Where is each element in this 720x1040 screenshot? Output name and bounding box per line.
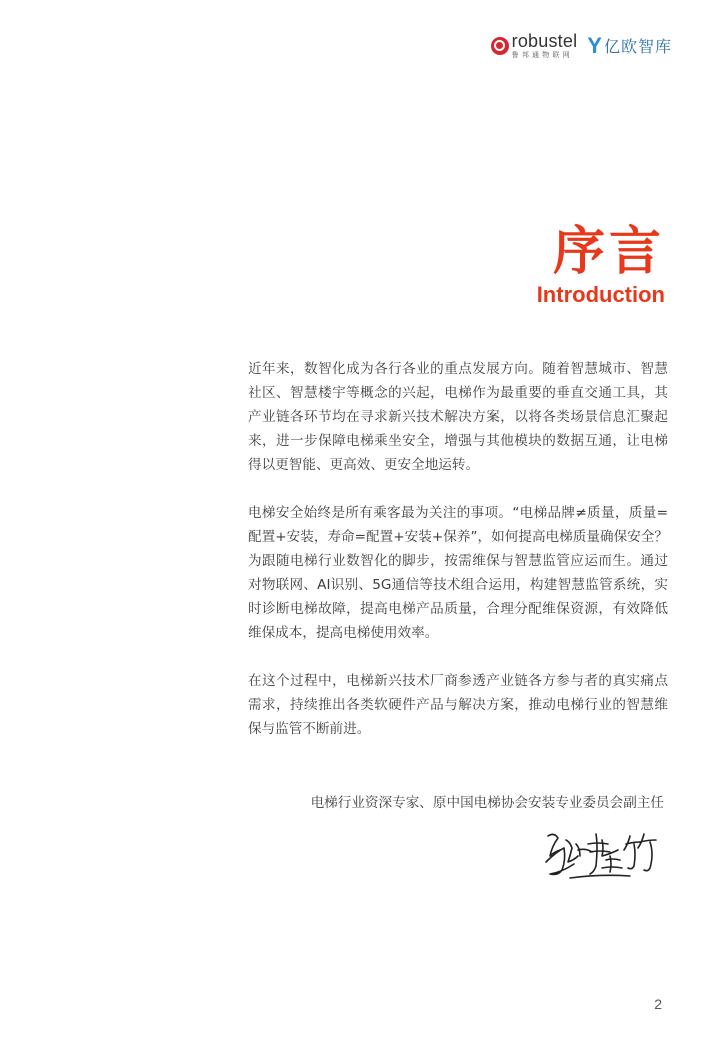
header-logos	[491, 32, 672, 59]
author-title: 电梯行业资深专家、原中国电梯协会安装专业委员会副主任	[310, 795, 664, 811]
paragraph: 在这个过程中，电梯新兴技术厂商参透产业链各方参与者的真实痛点需求，持续推出各类软硬件产品与解决方案，推动电梯行业的智慧维保与监管不断前进。	[248, 673, 668, 737]
robustel-logo	[491, 32, 578, 59]
robustel-subtitle: 鲁邦通物联网	[511, 51, 573, 59]
intro-body	[248, 357, 668, 765]
page-number: 2	[654, 996, 662, 1012]
page-title: 序言	[552, 222, 665, 282]
yiou-logo	[587, 34, 672, 57]
robustel-name: robustel	[511, 31, 578, 51]
page-subtitle: Introduction	[536, 282, 665, 308]
robustel-mark-icon	[491, 37, 509, 55]
paragraph: 电梯安全始终是所有乘客最为关注的事项。“电梯品牌≠质量，质量=配置+安装，寿命=配置+安装+保养”，如何提高电梯质量确保安全？为跟随电梯行业数智化的脚步，按需维保与智慧监管应运而生。通过对物联网、AI识别、5G通信等技术组合运用，构建智慧监管系统，实时诊断电梯故障，提高电梯产品质量，合理分配维保资源，有效降低维保成本，提高电梯使用效率。	[248, 505, 668, 641]
paragraph: 近年来，数智化成为各行各业的重点发展方向。随着智慧城市、智慧社区、智慧楼宇等概念的兴起，电梯作为最重要的垂直交通工具，其产业链各环节均在寻求新兴技术解决方案，以将各类场景信息汇聚起来，进一步保障电梯乘坐安全，增强与其他模块的数据互通，让电梯得以更智能、更高效、更安全地运转。	[248, 361, 668, 473]
title-block	[537, 224, 665, 307]
yiou-mark-icon: Y	[587, 32, 602, 58]
yiou-name: 亿欧智库	[603, 37, 672, 56]
signature	[540, 822, 670, 884]
